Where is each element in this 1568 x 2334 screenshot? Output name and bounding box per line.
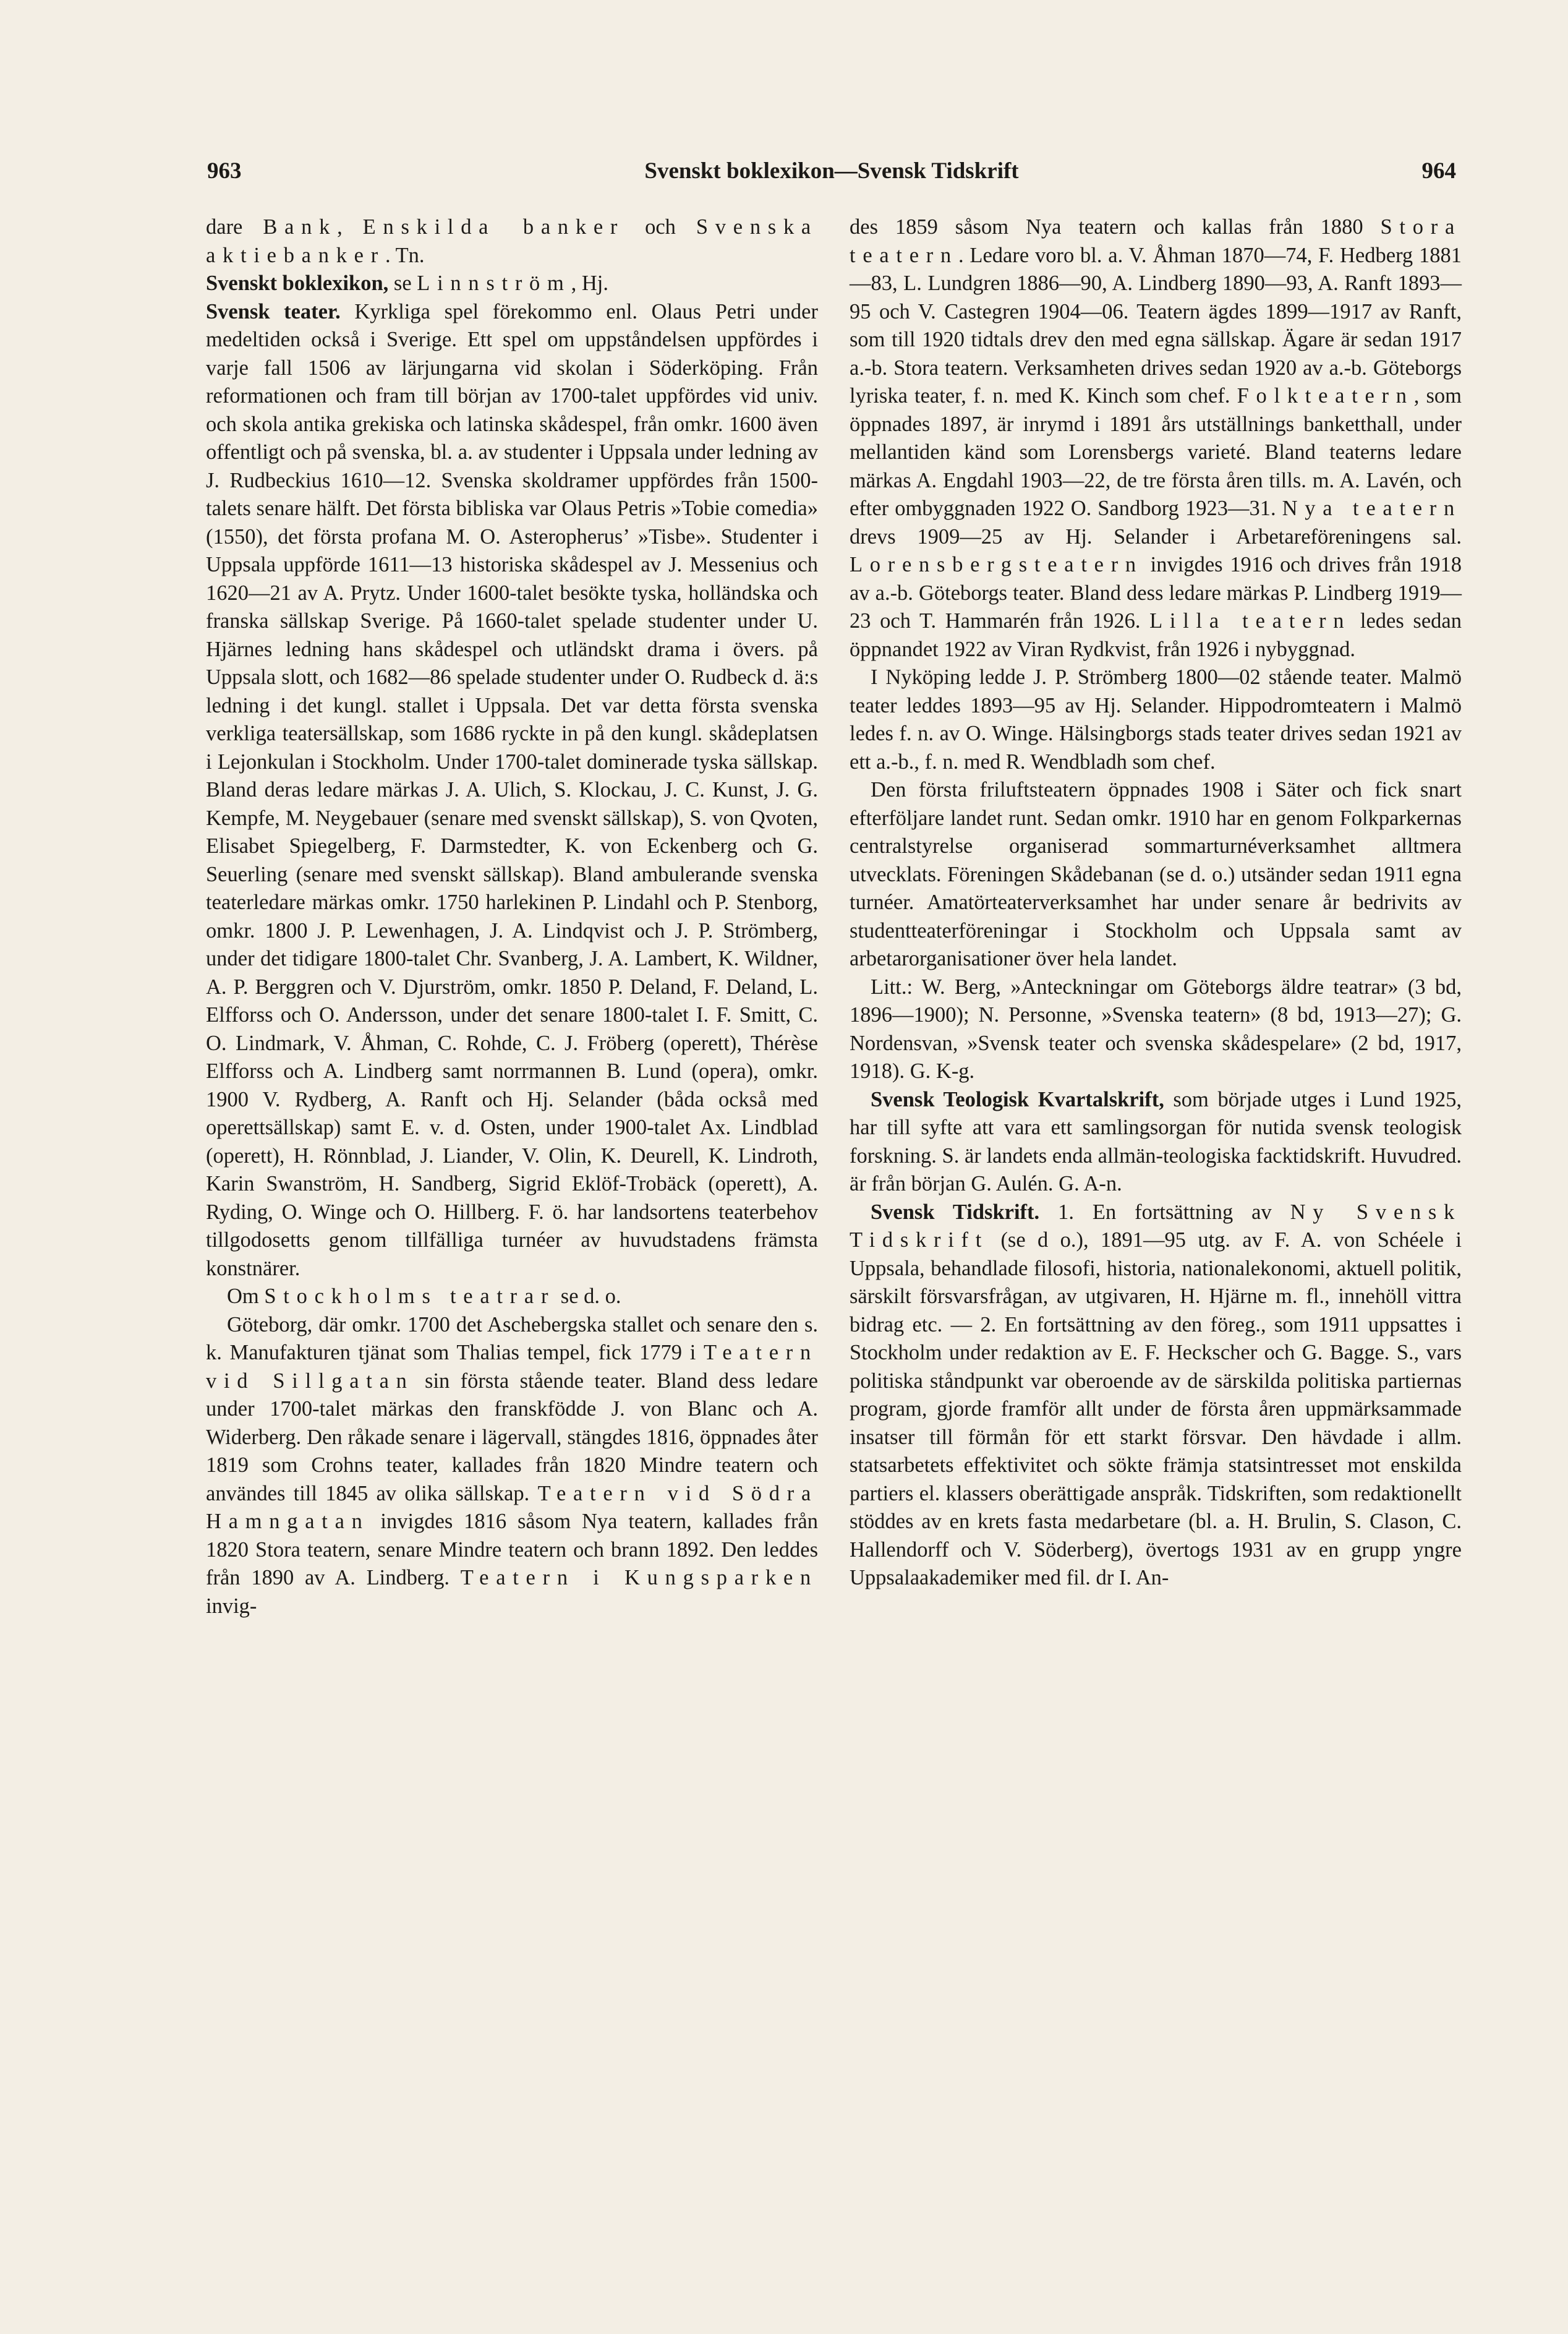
paragraph: Svensk teater. Kyrkliga spel förekommo enl. Olaus Petri under medeltiden också i Sverige. Ett spel om uppståndelsen uppfördes i varje fall 1506 av lärjungarna vid skolan i Söderköping. Från reformationen och fram till början av 1700-talet uppfördes vid univ. och skola antika grekiska och latinska skådespel, från omkr. 1600 även offentligt och på svenska, bl. a. av studenter i Uppsala under ledning av J. Rudbeckius 1610—12. Svenska skoldramer uppfördes från 1500-talets senare hälft. Det första bibliska var Olaus Petris »Tobie comedia» (1550), det första profana M. O. Asteropherus’ »Tisbe». Studenter i Uppsala uppförde 1611—13 historiska skådespel av J. Messenius och 1620—21 av A. Prytz. Under 1600-talet besökte tyska, holländska och franska sällskap Sverige. På 1660-talet spelade studenter under U. Hjärnes ledning hans skådespel och utländskt drama i övers. på Uppsala slott, och 1682—86 spelade studenter under O. Rudbeck d. ä:s ledning i det kungl. stallet i Uppsala. Det var detta första svenska verkliga teatersällskap, som 1686 ryckte in på den kungl. skådeplatsen i Lejonkulan i Stockholm. Under 1700-talet dominerade tyska sällskap. Bland deras ledare märkas J. A. Ulich, S. Klockau, J. C. Kunst, J. G. Kempfe, M. Neygebauer (senare med svenskt sällskap), S. von Qvoten, Elisabet Spiegelberg, F. Darmstedter, K. von Eckenberg och G. Seuerling (senare med svenskt sällskap). Bland ambulerande svenska teaterledare märkas omkr. 1750 harlekinen P. Lindahl och P. Stenborg, omkr. 1800 J. P. Lewenhagen, J. A. Lindqvist och J. P. Strömberg, under det tidigare 1800-talet Chr. Svanberg, J. A. Lambert, K. Wildner, A. P. Berggren och V. Djurström, omkr. 1850 P. Deland, F. Deland, L. Elfforss och O. Andersson, under det senare 1800-talet I. F. Smitt, C. O. Lindmark, V. Åhman, C. Rohde, C. J. Fröberg (operett), Thérèse Elfforss och A. Lindberg samt norrmannen B. Lund (opera), omkr. 1900 V. Rydberg, A. Ranft och Hj. Selander (båda också med operettsällskap) samt E. v. d. Osten, under 1900-talet Ax. Lindblad (operett), H. Rönnblad, J. Liander, V. Olin, K. Deurell, K. Lindroth, Karin Swanström, H. Sandberg, Sigrid Eklöf-Trobäck (operett), A. Ryding, O. Winge och O. Hillberg. F. ö. har landsortens teaterbehov tillgodosetts genom tillfälliga turnéer av huvudstadens främsta konstnärer. (206, 299, 818, 1280)
running-title: Svenskt boklexikon—Svensk Tidskrift (644, 158, 1019, 184)
right-column (850, 213, 1462, 1592)
left-column (206, 213, 818, 1620)
spaced-term: Stockholms teatrar (264, 1285, 556, 1308)
paragraph: Svensk Teologisk Kvartalskrift, som började utges i Lund 1925, har till syfte att vara ett samlingsorgan för nutida svensk teologisk forskning. S. är landets enda allmän-teologiska facktidskrift. Huvudred. är från början G. Aulén. G. A-n. (850, 1087, 1462, 1195)
page-number-right: 964 (1421, 158, 1456, 184)
spaced-term: Nya teatern (1282, 497, 1462, 520)
spaced-term: Svenska aktiebanker (206, 215, 818, 267)
headword: Svensk teater. (206, 299, 341, 323)
headword: Svensk Tidskrift. (871, 1200, 1040, 1224)
paragraph: Om Stockholms teatrar se d. o. (227, 1285, 621, 1308)
spaced-term: Enskilda banker (362, 215, 625, 239)
running-header (207, 158, 1456, 195)
paragraph: Göteborg, där omkr. 1700 det Aschebergska stallet och senare den s. k. Manufakturen tjänat som Thalias tempel, fick 1779 i Teatern vid Sillgatan sin första stående teater. Bland dess ledare under 1700-talet märkas den franskfödde J. von Blanc och A. Widerberg. Den råkade senare i lägervall, stängdes 1816, öppnades åter 1819 som Crohns teater, kallades från 1820 Mindre teatern och användes till 1845 av olika sällskap. Teatern vid Södra Hamngatan invigdes 1816 såsom Nya teatern, kallades från 1820 Stora teatern, senare Mindre teatern och brann 1892. Den leddes från 1890 av A. Lindberg. Teatern i Kungsparken invig- (206, 1312, 818, 1618)
paragraph: Den första friluftsteatern öppnades 1908 i Säter och fick snart efterföljare landet runt. Sedan omkr. 1910 har en genom Folkparkernas centralstyrelse organiserad sommarturnéverksamhet alltmera utvecklats. Föreningen Skådebanan (se d. o.) utsänder sedan 1911 egna turnéer. Amatörteaterverksamhet har under senare år bedrivits av studentteaterföreningar i Stockholm och Uppsala samt av arbetarorganisationer över hela landet. (850, 778, 1462, 970)
paragraph: I Nyköping ledde J. P. Strömberg 1800—02 stående teater. Malmö teater leddes 1893—95 av Hj. Selander. Hippodromteatern i Malmö ledes f. n. av O. Winge. Hälsingborgs stads teater drives sedan 1921 av ett a.-b., f. n. med R. Wendbladh som chef. (850, 665, 1462, 774)
paragraph: Svenskt boklexikon, se Linnström, Hj. (206, 271, 608, 295)
spaced-term: Stora teatern (850, 215, 1462, 267)
spaced-term: Linnström (417, 271, 571, 295)
spaced-term: Folkteatern (1237, 384, 1414, 408)
spaced-term: Lorensbergsteatern (850, 553, 1143, 576)
spaced-term: Bank (263, 215, 338, 239)
paragraph: Litt.: W. Berg, »Anteckningar om Göteborgs äldre teatrar» (3 bd, 1896—1900); N. Personne, »Svenska teatern» (8 bd, 1913—27); G. Nordensvan, »Svensk teater och svenska skådespelare» (2 bd, 1917, 1918). G. K-g. (850, 975, 1462, 1083)
spaced-term: Lilla teatern (1149, 609, 1352, 633)
paragraph: Svensk Tidskrift. 1. En fortsättning av Ny Svensk Tidskrift (se d o.), 1891—95 utg. av F. A. von Schéele i Uppsala, behandlade filosofi, historia, nationalekonomi, aktuell politik, särskilt försvarsfrågan, av utgivaren, H. Hjärne m. fl., innehöll vittra bidrag etc. — 2. En fortsättning av den föreg., som 1911 uppsattes i Stockholm under redaktion av E. F. Heckscher och G. Bagge. S., vars politiska ståndpunkt var oberoende av de särskilda politiska partiernas program, gjorde framför allt under de första åren uppmärksammade insatser till förmån för ett starkt försvar. Den hävdade i allm. statsarbetets effektivitet och sökte främja statsintresset mot enskilda partiers el. klassers oberättigade anspråk. Tidskriften, som redaktionellt stöddes av en krets fasta medarbetare (bl. a. H. Brulin, S. Clason, C. Hallendorff och V. Söderberg), övertogs 1931 av en grupp yngre Uppsalaakademiker med fil. dr I. An- (850, 1200, 1462, 1589)
spaced-term: Teatern vid Sillgatan (206, 1341, 818, 1393)
paragraph: dare Bank, Enskilda banker och Svenska aktiebanker. Tn. (206, 215, 818, 267)
spaced-term: Ny Svensk Tidskrift (850, 1200, 1462, 1252)
spaced-term: Teatern vid Södra Hamngatan (206, 1481, 818, 1533)
paragraph: des 1859 såsom Nya teatern och kallas från 1880 Stora teatern. Ledare voro bl. a. V. Åhman 1870—74, F. Hedberg 1881—83, L. Lundgren 1886—90, A. Lindberg 1890—93, A. Ranft 1893—95 och V. Castegren 1904—06. Teatern ägdes 1899—1917 av Ranft, som till 1920 tidtals drev den med egna sällskap. Ägare är sedan 1917 a.-b. Stora teatern. Verksamheten drives sedan 1920 av a.-b. Göteborgs lyriska teater, f. n. med K. Kinch som chef. Folkteatern, som öppnades 1897, är inrymd i 1891 års utställnings banketthall, under mellantiden känd som Lorensbergs varieté. Bland teaterns ledare märkas A. Engdahl 1903—22, de tre första åren tills. m. A. Lavén, och efter ombyggnaden 1922 O. Sandborg 1923—31. Nya teatern drevs 1909—25 av Hj. Selander i Arbetareföreningens sal. Lorensbergsteatern invigdes 1916 och drives från 1918 av a.-b. Göteborgs teater. Bland dess ledare märkas P. Lindberg 1919—23 och T. Hammarén från 1926. Lilla teatern ledes sedan öppnandet 1922 av Viran Rydkvist, från 1926 i nybyggnad. (850, 215, 1462, 661)
page-number-left: 963 (207, 158, 242, 184)
headword: Svenskt boklexikon, (206, 271, 389, 295)
headword: Svensk Teologisk Kvartalskrift, (871, 1087, 1164, 1111)
spaced-term: Teatern i Kungsparken (460, 1566, 818, 1589)
